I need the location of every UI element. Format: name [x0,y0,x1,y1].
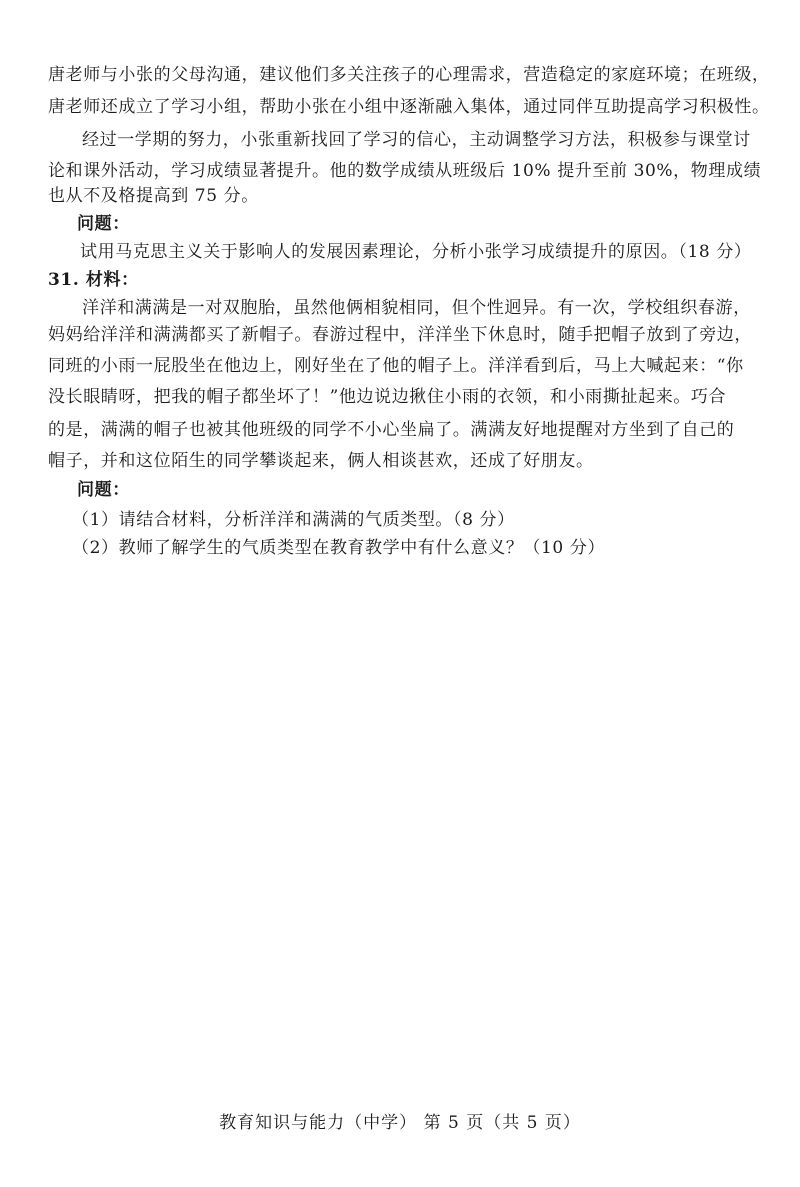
paragraph-line: 也从不及格提高到 75 分。 [48,186,259,206]
page-footer: 教育知识与能力（中学） 第 5 页（共 5 页） [219,1113,581,1133]
sub-question-2: （2）教师了解学生的气质类型在教育教学中有什么意义？（10 分） [72,538,606,558]
paragraph-line: 唐老师与小张的父母沟通，建议他们多关注孩子的心理需求，营造稳定的家庭环境；在班级， [48,65,770,85]
question-text: 试用马克思主义关于影响人的发展因素理论，分析小张学习成绩提升的原因。（18 分） [80,242,752,262]
material-line: 帽子，并和这位陌生的同学攀谈起来，俩人相谈甚欢，还成了好朋友。 [48,451,594,471]
material-line: 没长眼睛呀，把我的帽子都坐坏了！”他边说边揪住小雨的衣领，和小雨撕扯起来。巧合 [48,387,727,407]
question-label: 问题： [77,480,130,500]
paragraph-line: 论和课外活动，学习成绩显著提升。他的数学成绩从班级后 10% 提升至前 30%，物理成绩 [48,161,762,181]
material-line: 的是，满满的帽子也被其他班级的同学不小心坐扁了。满满友好地提醒对方坐到了自己的 [48,420,735,440]
question-31-header: 31. 材料： [48,270,139,290]
question-label: 问题： [77,214,130,234]
material-line: 同班的小雨一屁股坐在他边上，刚好坐在了他的帽子上。洋洋看到后，马上大喊起来：“你 [48,356,744,376]
paragraph-line: 唐老师还成立了学习小组，帮助小张在小组中逐渐融入集体，通过同伴互助提高学习积极性。 [48,97,770,117]
material-line: 洋洋和满满是一对双胞胎，虽然他俩相貌相同，但个性迥异。有一次，学校组织春游， [82,298,751,318]
paragraph-line: 经过一学期的努力，小张重新找回了学习的信心，主动调整学习方法，积极参与课堂讨 [82,130,751,150]
sub-question-1: （1）请结合材料，分析洋洋和满满的气质类型。（8 分） [72,510,515,530]
material-line: 妈妈给洋洋和满满都买了新帽子。春游过程中，洋洋坐下休息时，随手把帽子放到了旁边， [48,325,752,345]
